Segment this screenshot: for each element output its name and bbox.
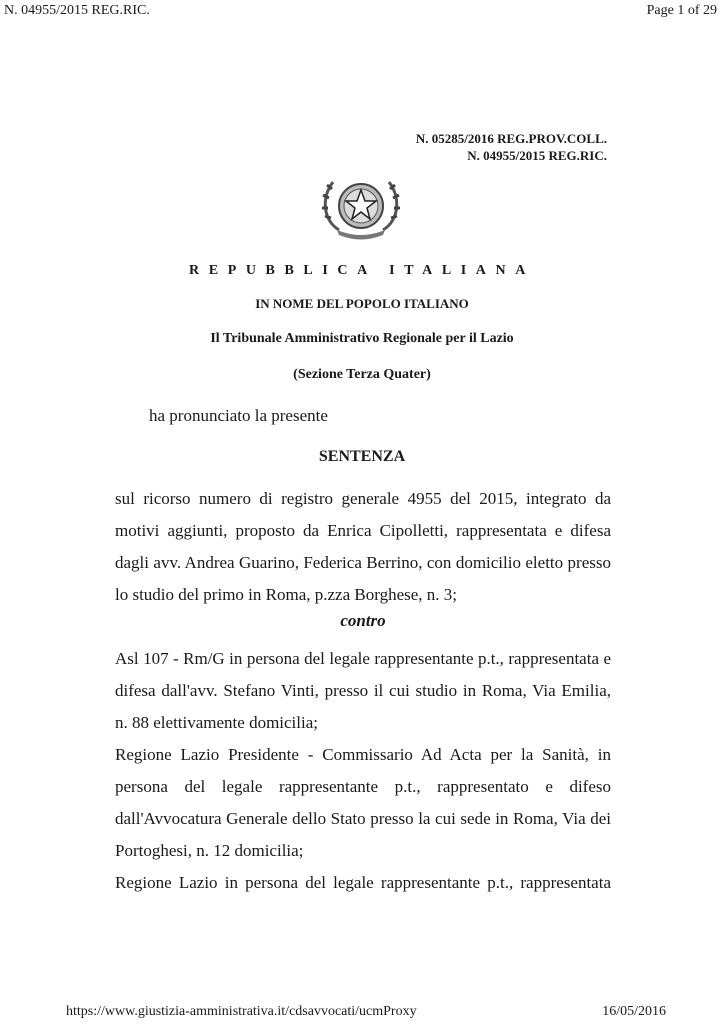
sentenza-heading: SENTENZA <box>318 448 406 465</box>
header-page-number: Page 1 of 29 <box>646 3 717 18</box>
ref-reg-ric: N. 04955/2015 REG.RIC. <box>467 148 607 163</box>
footer-date: 16/05/2016 <box>602 1004 666 1019</box>
ref-prov-coll: N. 05285/2016 REG.PROV.COLL. <box>415 131 607 146</box>
paragraph-asl <box>115 643 611 739</box>
paragraph-text: sul ricorso numero di registro generale 4955 del 2015, integrato da motivi aggiunti, proposto da Enrica Cipolletti, rappresentata e difesa dagli avv. Andrea Guarino, Federica Berrino, con domicilio eletto presso lo studio del primo in Roma, p.zza Borghese, n. 3; <box>115 489 611 604</box>
reference-numbers <box>416 130 607 164</box>
paragraph-text: Regione Lazio Presidente - Commissario Ad Acta per la Sanità, in persona del legale rappresentante p.t., rappresentato e difeso dall'Avvocatura Generale dello Stato presso la cui sede in Roma, Via dei Portoghesi, n. 12 domicilia; <box>115 745 611 860</box>
title-sezione: (Sezione Terza Quater) <box>293 367 431 382</box>
intro-text: ha pronunciato la presente <box>149 406 328 425</box>
title-tribunale: Il Tribunale Amministrativo Regionale per il Lazio <box>210 331 514 346</box>
paragraph-text: Regione Lazio in persona del legale rappresentante p.t., rappresentata <box>115 873 611 892</box>
paragraph-text: Asl 107 - Rm/G in persona del legale rappresentante p.t., rappresentata e difesa dall'avv. Stefano Vinti, presso il cui studio in Roma, Via Emilia, n. 88 elettivamente domicilia; <box>115 649 611 732</box>
title-in-nome-del-popolo: IN NOME DEL POPOLO ITALIANO <box>255 296 469 311</box>
footer-url: https://www.giustizia-amministrativa.it/cdsavvocati/ucmProxy <box>66 1004 417 1019</box>
contro-heading: contro <box>340 611 386 630</box>
header-case-number: N. 04955/2015 REG.RIC. <box>4 3 150 18</box>
paragraph-regione-presidente <box>115 739 611 867</box>
paragraph-ricorso <box>115 483 611 611</box>
paragraph-regione-lazio <box>115 867 611 899</box>
italian-republic-emblem-icon <box>317 168 405 240</box>
title-repubblica-italiana: REPUBBLICA ITALIANA <box>189 263 535 278</box>
